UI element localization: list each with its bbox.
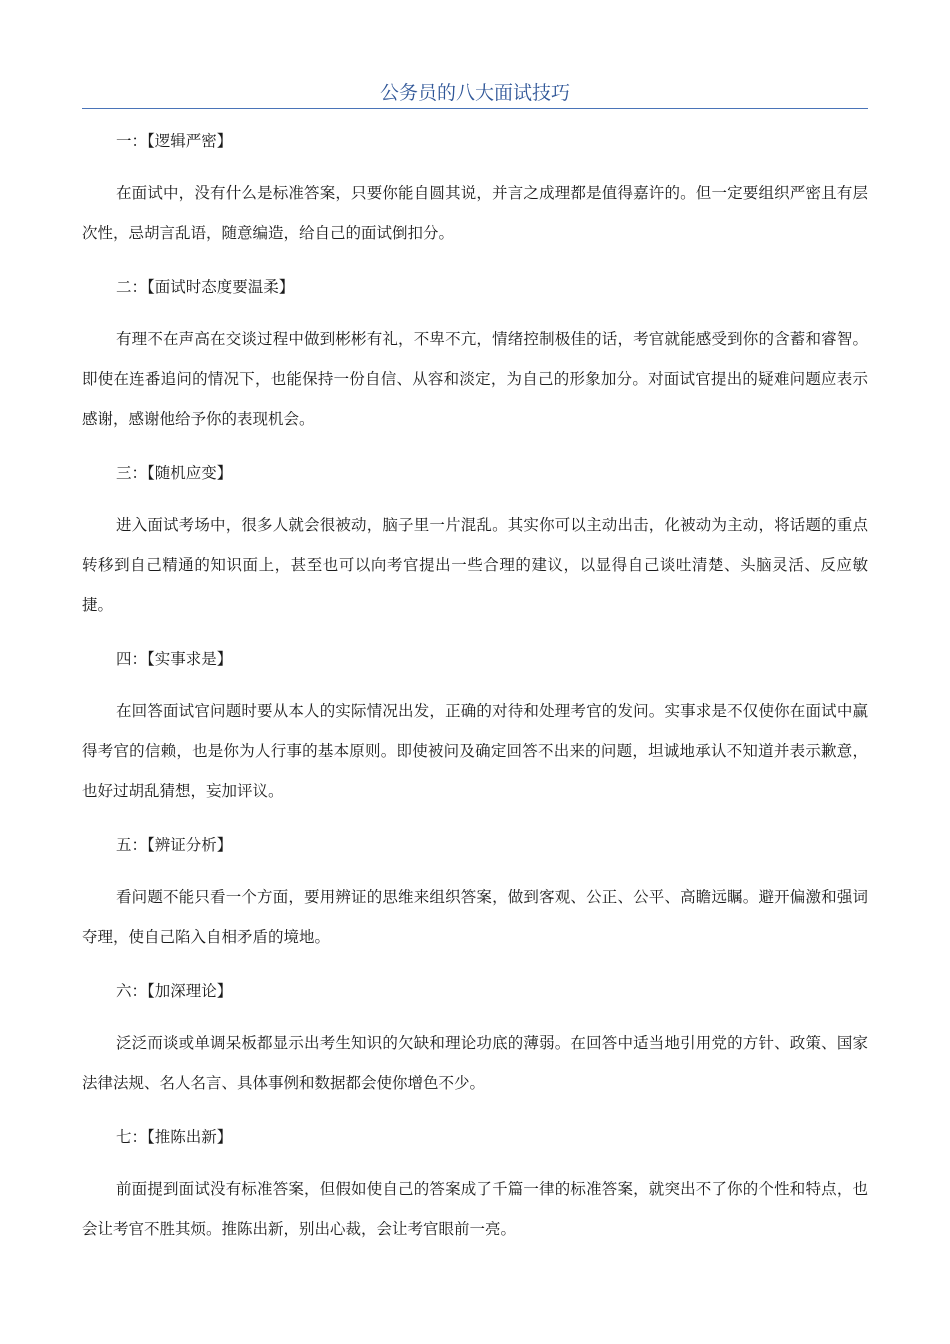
section-heading: 六：【加深理论】 <box>116 982 233 1000</box>
section-heading: 二：【面试时态度要温柔】 <box>116 278 295 296</box>
section-body: 前面提到面试没有标准答案，但假如使自己的答案成了千篇一律的标准答案，就突出不了你的个性和特点，也会让考官不胜其烦。推陈出新，别出心裁，会让考官眼前一亮。 <box>82 1180 868 1238</box>
section-body: 在回答面试官问题时要从本人的实际情况出发，正确的对待和处理考官的发问。实事求是不仅使你在面试中赢得考官的信赖，也是你为人行事的基本原则。即使被问及确定回答不出来的问题，坦诚地承认不知道并表示歉意，也好过胡乱猜想，妄加评议。 <box>82 702 868 800</box>
section-heading: 五：【辨证分析】 <box>116 836 233 854</box>
section-heading: 三：【随机应变】 <box>116 464 233 482</box>
section-body: 在面试中，没有什么是标准答案，只要你能自圆其说，并言之成理都是值得嘉许的。但一定要组织严密且有层次性，忌胡言乱语，随意编造，给自己的面试倒扣分。 <box>82 184 868 242</box>
section-7 <box>82 1125 868 1249</box>
section-body: 进入面试考场中，很多人就会很被动，脑子里一片混乱。其实你可以主动出击，化被动为主动，将话题的重点转移到自己精通的知识面上，甚至也可以向考官提出一些合理的建议，以显得自己谈吐清楚、头脑灵活、反应敏捷。 <box>82 516 868 614</box>
section-heading: 四：【实事求是】 <box>116 650 233 668</box>
section-body: 泛泛而谈或单调呆板都显示出考生知识的欠缺和理论功底的薄弱。在回答中适当地引用党的方针、政策、国家法律法规、名人名言、具体事例和数据都会使你增色不少。 <box>82 1034 868 1092</box>
section-6 <box>82 979 868 1103</box>
section-body: 有理不在声高在交谈过程中做到彬彬有礼，不卑不亢，情绪控制极佳的话，考官就能感受到你的含蓄和睿智。即使在连番追问的情况下，也能保持一份自信、从容和淡定，为自己的形象加分。对面试官提出的疑难问题应表示感谢，感谢他给予你的表现机会。 <box>82 330 868 428</box>
section-heading: 七：【推陈出新】 <box>116 1128 233 1146</box>
section-4 <box>82 647 868 811</box>
document-title: 公务员的八大面试技巧 <box>82 78 868 109</box>
section-body: 看问题不能只看一个方面，要用辨证的思维来组织答案，做到客观、公正、公平、高瞻远瞩。避开偏激和强词夺理，使自己陷入自相矛盾的境地。 <box>82 888 868 946</box>
document-page <box>82 78 868 1249</box>
section-5 <box>82 833 868 957</box>
section-1 <box>82 129 868 253</box>
section-3 <box>82 461 868 625</box>
section-heading: 一：【逻辑严密】 <box>116 132 233 150</box>
section-2 <box>82 275 868 439</box>
